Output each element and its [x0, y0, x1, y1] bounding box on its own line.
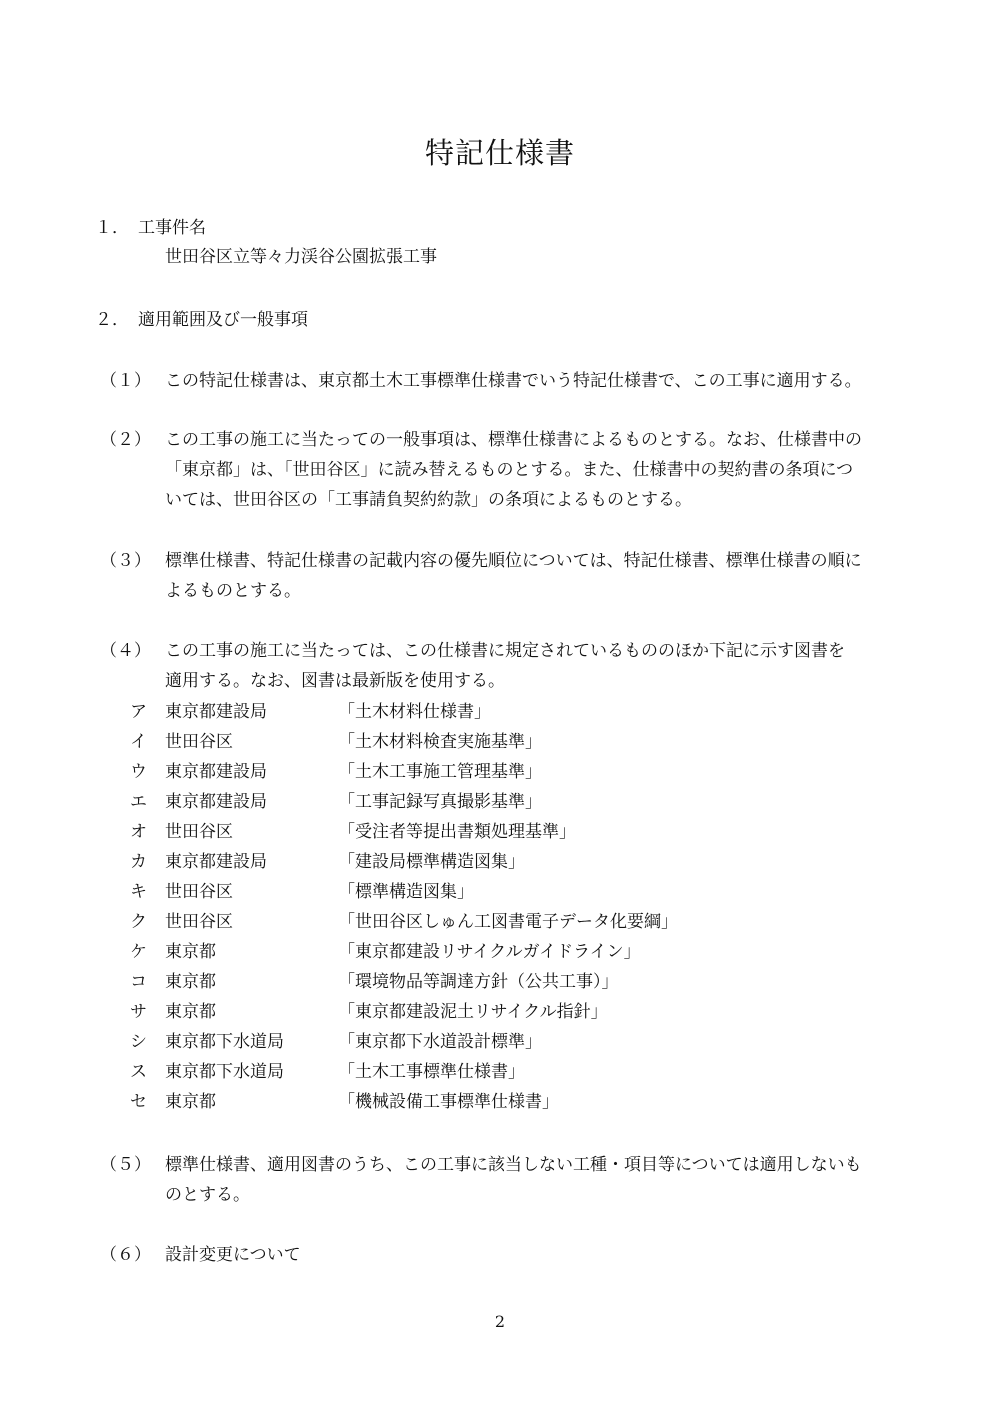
- list-item-organization: 東京都: [165, 1002, 216, 1022]
- item-4-marker: （４）: [100, 641, 151, 661]
- item-5-line: 標準仕様書、適用図書のうち、この工事に該当しない工種・項目等については適用しないも: [165, 1155, 862, 1175]
- list-item-document: 「受注者等提出書類処理基準」: [338, 822, 576, 842]
- list-item: [120, 787, 900, 817]
- item-1-marker: （１）: [100, 371, 151, 391]
- list-item: [120, 907, 900, 937]
- list-item-marker: ケ: [130, 942, 147, 962]
- list-item: [120, 817, 900, 847]
- list-item-marker: イ: [130, 732, 147, 752]
- list-item-organization: 東京都建設局: [165, 762, 267, 782]
- list-item-organization: 東京都: [165, 972, 216, 992]
- list-item-document: 「土木工事施工管理基準」: [338, 762, 542, 782]
- list-item-marker: キ: [130, 882, 147, 902]
- list-item-organization: 東京都: [165, 1092, 216, 1112]
- reference-document-list: [120, 697, 900, 1117]
- list-item-document: 「東京都下水道設計標準」: [338, 1032, 542, 1052]
- item-5-line: のとする。: [165, 1185, 250, 1205]
- list-item: [120, 1087, 900, 1117]
- list-item-organization: 東京都建設局: [165, 792, 267, 812]
- list-item: [120, 757, 900, 787]
- item-2-line: いては、世田谷区の「工事請負契約約款」の条項によるものとする。: [165, 490, 692, 510]
- list-item-document: 「東京都建設泥土リサイクル指針」: [338, 1002, 608, 1022]
- list-item-document: 「世田谷区しゅん工図書電子データ化要綱」: [338, 912, 678, 932]
- list-item-marker: カ: [130, 852, 147, 872]
- list-item-document: 「標準構造図集」: [338, 882, 474, 902]
- item-3-text: [165, 546, 915, 606]
- list-item-marker: セ: [130, 1092, 147, 1112]
- item-5-text: [165, 1150, 915, 1210]
- list-item: [120, 937, 900, 967]
- item-4-line: この工事の施工に当たっては、この仕様書に規定されているもののほか下記に示す図書を: [165, 641, 845, 661]
- list-item: [120, 847, 900, 877]
- section-1-heading: 工事件名: [138, 218, 206, 238]
- item-1-text: [165, 366, 915, 396]
- item-1-line: この特記仕様書は、東京都土木工事標準仕様書でいう特記仕様書で、この工事に適用する。: [165, 371, 862, 391]
- list-item-document: 「工事記録写真撮影基準」: [338, 792, 542, 812]
- item-3-marker: （３）: [100, 551, 151, 571]
- section-2-heading: 適用範囲及び一般事項: [138, 310, 308, 330]
- list-item-organization: 東京都建設局: [165, 852, 267, 872]
- list-item: [120, 967, 900, 997]
- section-2-number: ２．: [95, 310, 129, 330]
- item-3-line: 標準仕様書、特記仕様書の記載内容の優先順位については、特記仕様書、標準仕様書の順に: [165, 551, 862, 571]
- item-2-line: この工事の施工に当たっての一般事項は、標準仕様書によるものとする。なお、仕様書中の: [165, 430, 862, 450]
- item-5-marker: （５）: [100, 1155, 151, 1175]
- list-item-marker: オ: [130, 822, 147, 842]
- list-item: [120, 1027, 900, 1057]
- list-item-document: 「土木材料仕様書」: [338, 702, 491, 722]
- item-6-text: [165, 1240, 915, 1270]
- list-item: [120, 997, 900, 1027]
- list-item-document: 「建設局標準構造図集」: [338, 852, 525, 872]
- list-item: [120, 877, 900, 907]
- list-item-marker: ウ: [130, 762, 147, 782]
- list-item-document: 「環境物品等調達方針（公共工事）」: [338, 972, 619, 992]
- list-item-organization: 東京都建設局: [165, 702, 267, 722]
- list-item-marker: ス: [130, 1062, 147, 1082]
- list-item-marker: サ: [130, 1002, 147, 1022]
- list-item: [120, 727, 900, 757]
- item-6-line: 設計変更について: [165, 1245, 301, 1265]
- page-number: 2: [494, 1312, 506, 1331]
- item-6-marker: （６）: [100, 1245, 151, 1265]
- project-name: 世田谷区立等々力渓谷公園拡張工事: [165, 247, 437, 267]
- list-item-organization: 世田谷区: [165, 912, 233, 932]
- list-item-organization: 世田谷区: [165, 822, 233, 842]
- list-item-document: 「土木材料検査実施基準」: [338, 732, 542, 752]
- list-item-organization: 東京都: [165, 942, 216, 962]
- list-item-marker: コ: [130, 972, 147, 992]
- item-2-text: [165, 425, 915, 515]
- list-item-marker: ア: [130, 702, 147, 722]
- item-3-line: よるものとする。: [165, 581, 301, 601]
- list-item-marker: ク: [130, 912, 147, 932]
- list-item-document: 「東京都建設リサイクルガイドライン」: [338, 942, 641, 962]
- list-item: [120, 697, 900, 727]
- list-item-organization: 東京都下水道局: [165, 1032, 284, 1052]
- list-item-organization: 東京都下水道局: [165, 1062, 284, 1082]
- list-item-marker: シ: [130, 1032, 147, 1052]
- item-2-line: 「東京都」は、「世田谷区」に読み替えるものとする。また、仕様書中の契約書の条項につ: [165, 460, 854, 480]
- section-1-number: １．: [95, 218, 129, 238]
- item-4-line: 適用する。なお、図書は最新版を使用する。: [165, 671, 505, 691]
- page-title: 特記仕様書: [424, 136, 575, 170]
- list-item-organization: 世田谷区: [165, 732, 233, 752]
- list-item-document: 「機械設備工事標準仕様書」: [338, 1092, 559, 1112]
- item-4-text: [165, 636, 915, 696]
- list-item: [120, 1057, 900, 1087]
- list-item-document: 「土木工事標準仕様書」: [338, 1062, 525, 1082]
- item-2-marker: （２）: [100, 430, 151, 450]
- list-item-marker: エ: [130, 792, 147, 812]
- list-item-organization: 世田谷区: [165, 882, 233, 902]
